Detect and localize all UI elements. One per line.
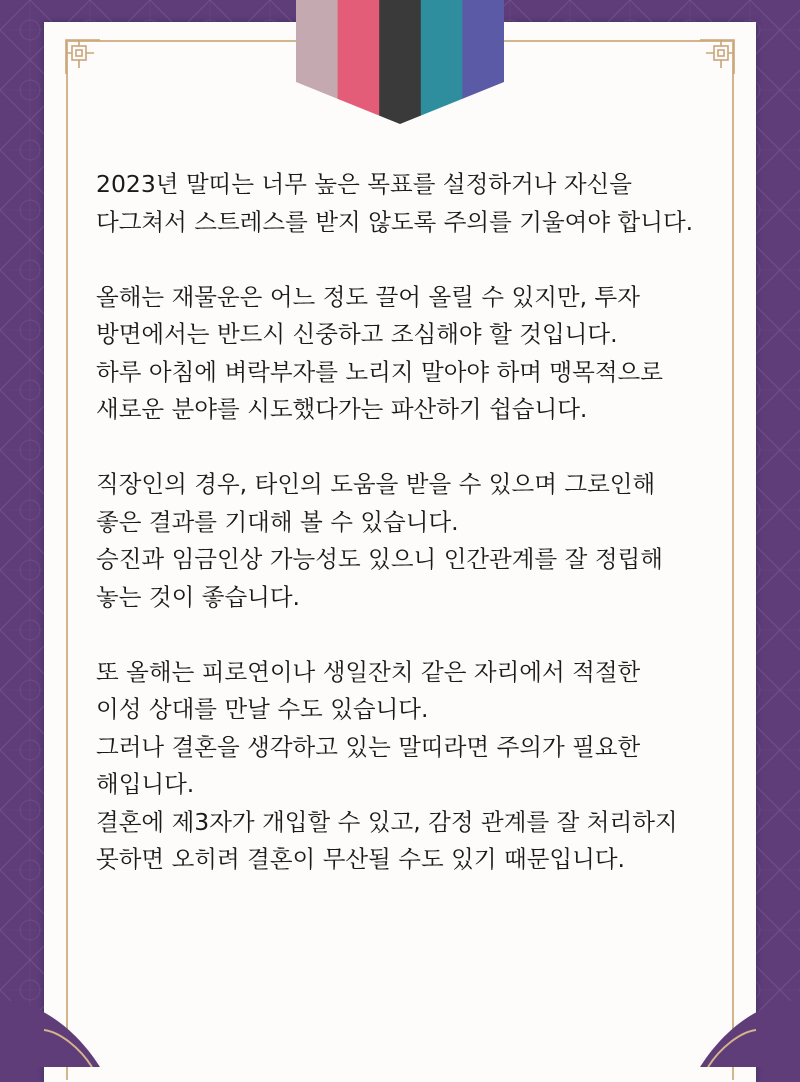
ribbon-stripe bbox=[338, 0, 380, 124]
fortune-text bbox=[96, 166, 736, 916]
text-line: 못하면 오히려 결혼이 무산될 수도 있기 때문입니다. bbox=[96, 845, 626, 873]
text-line: 또 올해는 피로연이나 생일잔치 같은 자리에서 적절한 bbox=[96, 657, 641, 686]
ribbon-stripe bbox=[296, 0, 338, 124]
text-line: 방면에서는 반드시 신중하고 조심해야 할 것입니다. bbox=[96, 320, 618, 348]
text-line: 올해는 재물운은 어느 정도 끌어 올릴 수 있지만, 투자 bbox=[96, 282, 640, 311]
ribbon-stripe bbox=[462, 0, 504, 124]
text-line: 직장인의 경우, 타인의 도움을 받을 수 있으며 그로인해 bbox=[96, 470, 656, 498]
text-line: 결혼에 제3자가 개입할 수 있고, 감정 관계를 잘 처리하지 bbox=[96, 807, 678, 836]
ribbon-stripe bbox=[379, 0, 421, 124]
ribbon-stripe bbox=[421, 0, 463, 124]
text-line: 그러나 결혼을 생각하고 있는 말띠라면 주의가 필요한 bbox=[96, 732, 641, 761]
text-line: 2023년 말띠는 너무 높은 목표를 설정하거나 자신을 bbox=[96, 170, 632, 198]
chinese-knot-corner-icon bbox=[698, 38, 736, 76]
paragraph bbox=[96, 654, 736, 879]
paragraph bbox=[96, 166, 736, 241]
text-line: 해입니다. bbox=[96, 770, 195, 798]
text-line: 다그쳐서 스트레스를 받지 않도록 주의를 기울여야 합니다. bbox=[96, 207, 694, 236]
five-color-ribbon-icon bbox=[296, 0, 504, 124]
bottom-ornament bbox=[0, 960, 800, 1067]
text-line: 좋은 결과를 기대해 볼 수 있습니다. bbox=[96, 507, 459, 536]
text-line: 하루 아침에 벼락부자를 노리지 말아야 하며 맹목적으로 bbox=[96, 357, 663, 386]
chinese-knot-corner-icon bbox=[64, 38, 102, 76]
paragraph bbox=[96, 466, 736, 616]
paragraph bbox=[96, 279, 736, 429]
text-line: 새로운 분야를 시도했다가는 파산하기 쉽습니다. bbox=[96, 395, 588, 423]
text-line: 이성 상대를 만날 수도 있습니다. bbox=[96, 695, 429, 723]
text-line: 승진과 임금인상 가능성도 있으니 인간관계를 잘 정립해 bbox=[96, 545, 663, 573]
text-line: 놓는 것이 좋습니다. bbox=[96, 582, 301, 611]
